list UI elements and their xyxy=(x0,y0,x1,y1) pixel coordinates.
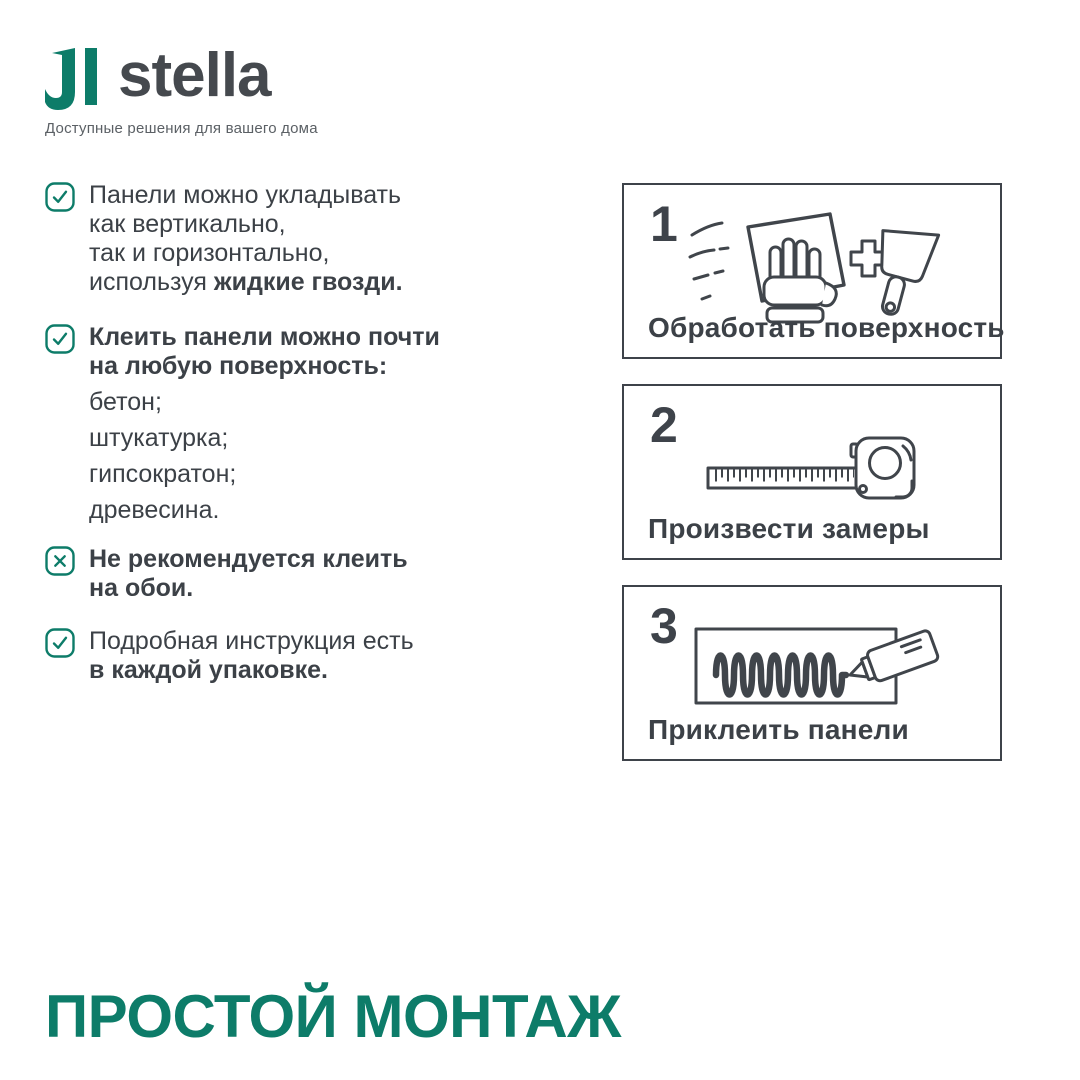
text-line: так и горизонтально, xyxy=(89,239,330,267)
tape-measure-icon xyxy=(706,432,918,512)
step-box-3 xyxy=(622,585,1002,761)
surface-list-item: штукатурка; xyxy=(89,424,229,452)
checklist-item-text xyxy=(89,181,403,297)
brand-tagline: Доступные решения для вашего дома xyxy=(45,120,318,137)
step-caption: Приклеить панели xyxy=(648,714,909,745)
text-line: Подробная инструкция есть xyxy=(89,627,414,655)
brand-header xyxy=(45,41,318,137)
text-line-bold: на обои. xyxy=(89,574,194,602)
text-line: как вертикально, xyxy=(89,210,286,238)
checklist-item-text xyxy=(89,627,414,685)
cross-icon xyxy=(45,546,75,576)
step-number: 2 xyxy=(650,397,678,453)
checklist-item-3 xyxy=(45,545,545,603)
checklist-item-2 xyxy=(45,323,545,525)
text-segment-bold: жидкие гвозди. xyxy=(213,268,403,296)
step-box-2 xyxy=(622,384,1002,560)
text-line-bold: Клеить панели можно почти xyxy=(89,323,440,351)
text-segment: используя xyxy=(89,268,214,296)
surface-list-item: древесина. xyxy=(89,496,220,524)
stella-monogram-icon xyxy=(45,48,103,112)
checklist-item-text xyxy=(89,545,408,603)
surface-list-item: бетон; xyxy=(89,388,162,416)
text-line-bold: Не рекомендуется клеить xyxy=(89,545,408,573)
text-line-bold: на любую поверхность: xyxy=(89,352,388,380)
step-number: 1 xyxy=(650,196,678,252)
check-icon xyxy=(45,324,75,354)
wipe-and-spatula-icon xyxy=(686,209,956,327)
checklist-item-1 xyxy=(45,181,545,297)
steps-column xyxy=(622,183,1005,786)
checklist-item-text xyxy=(89,323,440,525)
checklist-item-4 xyxy=(45,627,545,685)
text-line-bold: в каждой упаковке. xyxy=(89,656,329,684)
page-title: ПРОСТОЙ МОНТАЖ xyxy=(45,983,621,1050)
step-caption: Произвести замеры xyxy=(648,513,930,544)
checklist xyxy=(45,181,545,685)
text-line xyxy=(89,268,403,297)
step-box-1 xyxy=(622,183,1005,359)
step-number: 3 xyxy=(650,598,678,654)
check-icon xyxy=(45,628,75,658)
check-icon xyxy=(45,182,75,212)
step-caption: Обработать поверхность xyxy=(648,312,1005,343)
text-line: Панели можно укладывать xyxy=(89,181,402,209)
surface-list-item: гипсократон; xyxy=(89,460,237,488)
logo xyxy=(45,41,318,112)
brand-name: stella xyxy=(118,41,271,110)
